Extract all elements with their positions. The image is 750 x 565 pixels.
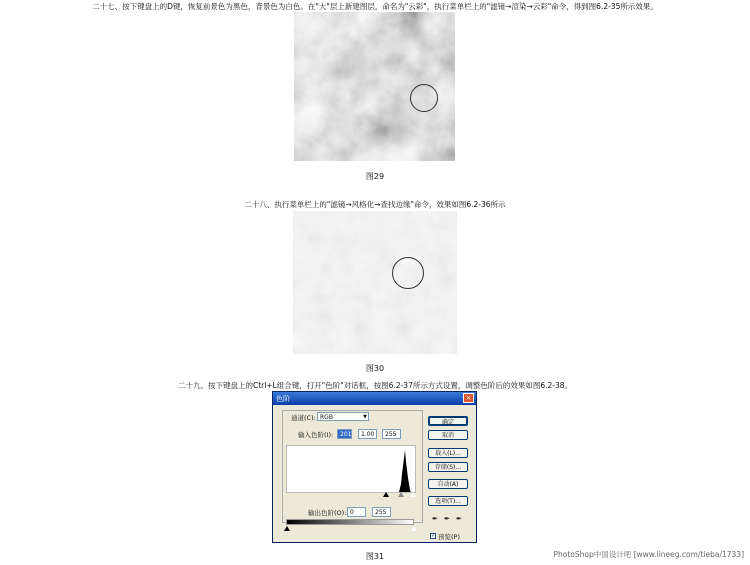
chevron-down-icon: ▼ [363,414,367,420]
levels-dialog [272,391,477,543]
cancel-button[interactable]: 取消 [428,430,468,440]
highlight-circle [392,257,424,289]
fig31-caption: 图31 [365,552,385,561]
input-levels-label: 输入色阶(I): [298,431,334,439]
preview-checkbox[interactable]: ✓ [431,533,436,539]
output-white-slider[interactable] [411,526,417,531]
eyedropper-black-icon[interactable]: ✒ [432,515,438,523]
output-levels-label: 输出色阶(O): [308,509,347,517]
ok-button[interactable]: 确定 [428,416,468,426]
preview-label: 预览(P) [438,533,460,541]
highlight-circle [410,84,438,112]
step29-text: 二十九、按下键盘上的Ctrl+L组合键，打开"色阶"对话框，按图6.2-37所示方式设置，调整色阶后的效果如图6.2-38。 [177,381,573,390]
step27-text: 二十七、按下键盘上的D键，恢复前景色为黑色，背景色为白色。在"大"层上新建图层，命名为"云彩"，执行菜单栏上的"滤镜→渲染→云彩"命令，得到图6.2-35所示效果。 [92,2,658,11]
fig29-caption: 图29 [365,172,385,181]
find-edges-image [293,211,457,354]
output-gradient [286,519,414,525]
output-black-slider[interactable] [284,526,290,531]
input-black-field[interactable]: 201 [337,429,352,439]
step28-text: 二十八、执行菜单栏上的"滤镜→风格化→查找边缘"命令，效果如图6.2-36所示 [244,200,506,209]
output-black-field[interactable]: 0 [347,507,366,517]
channel-value: RGB [320,414,333,421]
eyedropper-gray-icon[interactable]: ✒ [444,515,450,523]
save-button[interactable]: 存储(S)... [428,462,468,472]
watermark: PhotoShop中国设计吧 [www.lineeg.com/tieba/1733] [553,550,744,559]
auto-button[interactable]: 自动(A) [428,479,468,489]
options-button[interactable]: 选项(T)... [428,496,468,506]
histogram [286,445,416,493]
input-black-slider[interactable] [383,492,389,497]
channel-select[interactable] [317,412,369,421]
eyedropper-white-icon[interactable]: ✒ [456,515,462,523]
input-gamma-slider[interactable] [398,492,404,497]
input-white-slider[interactable] [410,492,416,497]
dialog-title: 色阶 [276,394,290,403]
load-button[interactable]: 载入(L)... [428,448,468,458]
input-white-field[interactable]: 255 [382,429,401,439]
output-white-field[interactable]: 255 [372,507,391,517]
input-gamma-field[interactable]: 1.00 [358,429,377,439]
close-button[interactable]: × [463,393,474,403]
dialog-titlebar [273,392,476,405]
channel-label: 通道(C): [291,414,316,422]
fig30-caption: 图30 [365,364,385,373]
